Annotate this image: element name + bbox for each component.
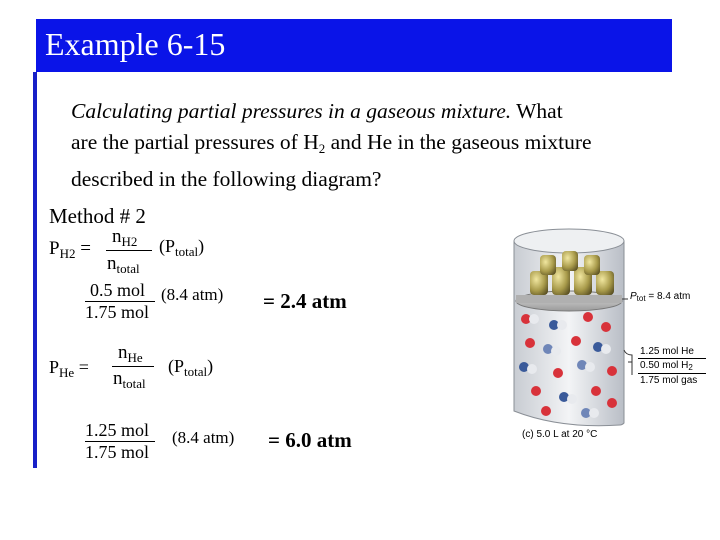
- eq1-lhs-sub: H2: [59, 246, 76, 261]
- eq2-factor-close: ): [207, 356, 214, 376]
- eq1-result: = 2.4 atm: [263, 289, 347, 313]
- eq2-value-factor: (8.4 atm): [172, 428, 235, 447]
- eq2-lhs-p: P: [49, 357, 60, 377]
- label-he: 1.25 mol He: [640, 346, 694, 357]
- eq2-lhs-sub: He: [59, 365, 75, 380]
- eq2-value-numerator: 1.25 mol: [85, 420, 150, 440]
- eq2-equals: =: [74, 357, 89, 377]
- label-h2: [640, 360, 693, 372]
- eq1-equals: =: [75, 238, 91, 259]
- method-label: Method # 2: [49, 204, 146, 228]
- eq1-factor-close: ): [198, 236, 205, 256]
- eq2-lhs: [49, 357, 89, 381]
- eq1-value-factor: (8.4 atm): [161, 285, 224, 304]
- eq2-factor-p: (P: [168, 356, 185, 376]
- eq1-num-sub: H2: [121, 234, 138, 249]
- ptot-p: P: [630, 291, 637, 302]
- intro-line-2-sub: 2: [318, 141, 326, 156]
- intro-line-2: [71, 127, 671, 164]
- left-accent-rule: [33, 72, 37, 468]
- gas-mixture-figure: [500, 215, 720, 445]
- ptot-sub: tot: [636, 294, 646, 303]
- eq2-value-denominator: 1.75 mol: [85, 442, 150, 462]
- slide-title: Example 6-15: [45, 26, 226, 62]
- eq1-factor-p: (P: [159, 236, 176, 256]
- eq2-den-sub: total: [122, 376, 146, 391]
- eq1-den-n: n: [107, 253, 117, 274]
- eq1-factor-sub: total: [175, 244, 199, 259]
- eq1-lhs: [49, 238, 91, 262]
- eq1-lhs-p: P: [49, 238, 60, 259]
- eq2-factor: [168, 356, 213, 380]
- eq1-numerator: [112, 226, 137, 250]
- eq2-result: = 6.0 atm: [268, 428, 352, 452]
- ptot-value: = 8.4 atm: [648, 291, 691, 302]
- label-divider-2: [638, 373, 706, 374]
- intro-line-1-rest: What: [511, 99, 563, 123]
- label-h2-sub: 2: [688, 363, 693, 372]
- label-total: 1.75 mol gas: [640, 375, 698, 386]
- eq2-den-n: n: [113, 368, 123, 389]
- eq1-fraction-bar: [106, 250, 152, 251]
- title-bar: [36, 19, 672, 72]
- eq2-denominator: [113, 368, 146, 392]
- ptot-label: [630, 291, 690, 303]
- eq2-factor-sub: total: [184, 364, 208, 379]
- gas-container-illustration: [500, 215, 720, 445]
- eq1-num-n: n: [112, 226, 122, 247]
- eq1-value-numerator: 0.5 mol: [90, 280, 146, 300]
- eq1-value-denominator: 1.75 mol: [85, 302, 150, 322]
- label-h2-a: 0.50 mol H: [640, 360, 689, 371]
- eq2-num-sub: He: [127, 350, 143, 365]
- label-divider-1: [638, 358, 706, 359]
- eq2-numerator: [118, 342, 143, 366]
- figure-caption: (c) 5.0 L at 20 °C: [522, 429, 598, 440]
- intro-line-2-b: and He in the gaseous mixture: [325, 130, 592, 154]
- intro-line-2-a: are the partial pressures of H: [71, 130, 319, 154]
- eq1-den-sub: total: [116, 261, 140, 276]
- eq1-factor: [159, 236, 204, 260]
- intro-line-1: [71, 96, 671, 127]
- eq2-fraction-bar: [112, 366, 154, 367]
- eq1-denominator: [107, 253, 140, 277]
- intro-italic: Calculating partial pressures in a gaseous mixture.: [71, 99, 512, 123]
- intro-line-3: described in the following diagram?: [71, 167, 382, 191]
- eq2-num-n: n: [118, 342, 128, 363]
- problem-statement: [71, 96, 671, 195]
